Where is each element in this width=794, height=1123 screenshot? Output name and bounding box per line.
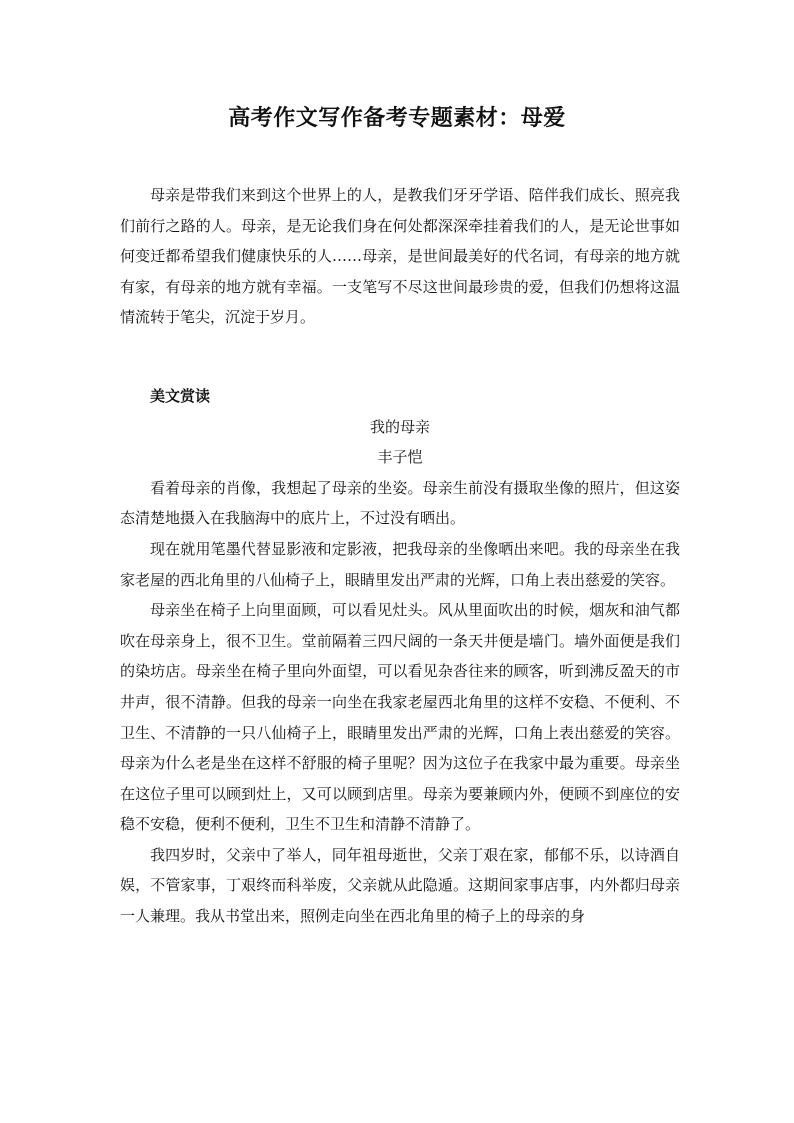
document-title: 高考作文写作备考专题素材：母爱 bbox=[228, 106, 566, 131]
article-paragraph: 看着母亲的肖像，我想起了母亲的坐姿。母亲生前没有摄取坐像的照片，但这姿态清楚地摄入在我脑海中的底片上，不过没有晒出。 bbox=[120, 478, 680, 528]
article-paragraph: 我四岁时，父亲中了举人，同年祖母逝世，父亲丁艰在家，郁郁不乐，以诗酒自娱，不管家事，丁艰终而科举废，父亲就从此隐遁。这期间家事店事，内外都归母亲一人兼理。我从书堂出来，照例走向坐在西北角里的椅子上的母亲的身 bbox=[120, 845, 680, 926]
intro-paragraph: 母亲是带我们来到这个世界上的人，是教我们牙牙学语、陪伴我们成长、照亮我们前行之路的人。母亲，是无论我们身在何处都深深牵挂着我们的人，是无论世事如何变迁都希望我们健康快乐的人……母亲，是世间最美好的代名词，有母亲的地方就有家，有母亲的地方就有幸福。一支笔写不尽这世间最珍贵的爱，但我们仍想将这温情流转于笔尖，沉淀于岁月。 bbox=[120, 186, 680, 327]
section-heading: 美文赏读 bbox=[150, 386, 211, 405]
article-paragraph: 母亲坐在椅子上向里面顾，可以看见灶头。风从里面吹出的时候，烟灰和油气都吹在母亲身上，很不卫生。堂前隔着三四尺阔的一条天井便是墙门。墙外面便是我们的染坊店。母亲坐在椅子里向外面望，可以看见杂沓往来的顾客，听到沸反盈天的市井声，很不清静。但我的母亲一向坐在我家老屋西北角里的这样不安稳、不便利、不卫生、不清静的一只八仙椅子上，眼睛里发出严肃的光辉，口角上表出慈爱的笑容。母亲为什么老是坐在这样不舒服的椅子里呢？因为这位子在我家中最为重要。母亲坐在这位子里可以顾到灶上，又可以顾到店里。母亲为要兼顾内外，便顾不到座位的安稳不安稳，便利不便利，卫生不卫生和清静不清静了。 bbox=[120, 601, 680, 834]
article-paragraph: 现在就用笔墨代替显影液和定影液，把我母亲的坐像晒出来吧。我的母亲坐在我家老屋的西北角里的八仙椅子上，眼睛里发出严肃的光辉，口角上表出慈爱的笑容。 bbox=[120, 539, 680, 589]
document-body bbox=[120, 180, 680, 932]
article-title: 我的母亲 bbox=[369, 417, 430, 436]
section-gap bbox=[120, 333, 680, 381]
article-author: 丰子恺 bbox=[377, 448, 423, 467]
